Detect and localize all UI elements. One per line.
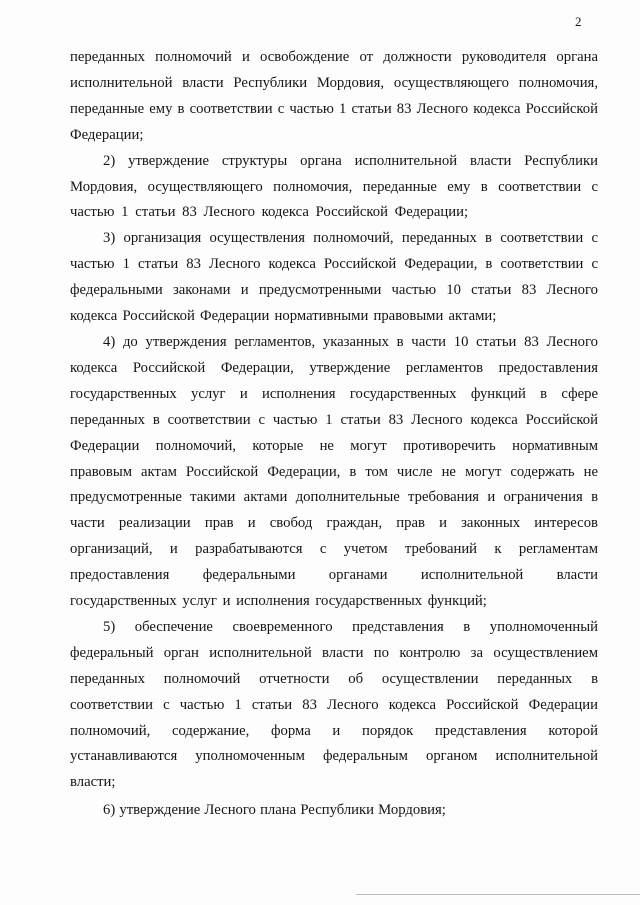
paragraph-item-4: 4) до утверждения регламентов, указанных в части 10 статьи 83 Лесного кодекса Российской Федерации, утверждение регламентов предоставления государственных услуг и исполнения государственных функций в сфере переданных в соответствии с частью 1 статьи 83 Лесного кодекса Российской Федерации полномочий, которые не могут противоречить нормативным правовым актам Российской Федерации, в том числе не могут содержать не предусмотренные такими актами дополнительные требования и ограничения в части реализации прав и свобод граждан, прав и законных интересов организаций, и разрабатываются с учетом требований к регламентам предоставления федеральными органами исполнительной власти государственных услуг и исполнения государственных функций; <box>70 333 598 610</box>
paragraph-continuation: переданных полномочий и освобождение от должности руководителя органа исполнительной власти Республики Мордовия, осуществляющего полномочия, переданные ему в соответствии с частью 1 статьи 83 Лесного кодекса Российской Федерации; <box>70 49 598 143</box>
page-number: 2 <box>575 14 582 29</box>
paragraph-item-6: 6) утверждение Лесного плана Республики Мордовия; <box>103 802 446 819</box>
paragraph-item-3: 3) организация осуществления полномочий, переданных в соответствии с частью 1 статьи 83 Лесного кодекса Российской Федерации, в соответствии с федеральными законами и предусмотренными частью 10 статьи 83 Лесного кодекса Российской Федерации нормативными правовыми актами; <box>70 230 598 325</box>
document-body <box>70 45 598 824</box>
bottom-edge-line <box>356 894 640 895</box>
paragraph-item-2: 2) утверждение структуры органа исполнительной власти Республики Мордовия, осуществляющего полномочия, переданные ему в соответствии с частью 1 статьи 83 Лесного кодекса Российской Федерации; <box>70 152 598 221</box>
paragraph-item-5: 5) обеспечение своевременного представления в уполномоченный федеральный орган исполнительной власти по контролю за осуществлением переданных полномочий отчетности об осуществлении переданных в соответствии с частью 1 статьи 83 Лесного кодекса Российской Федерации полномочий, содержание, форма и порядок представления которой устанавливаются уполномоченным федеральным органом исполнительной власти; <box>70 618 598 791</box>
